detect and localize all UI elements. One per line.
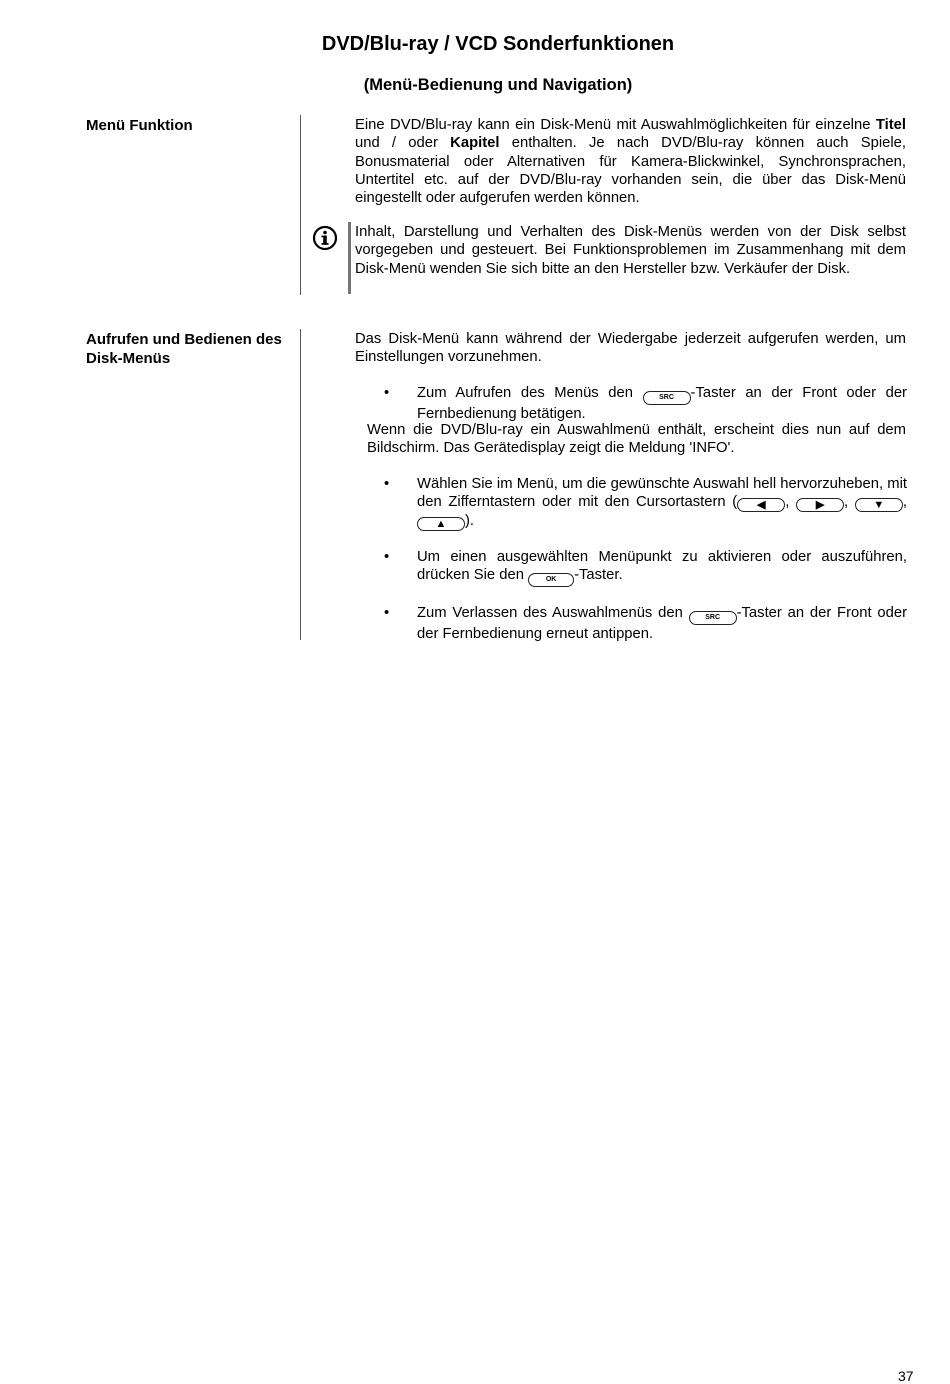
separator: , <box>785 494 790 511</box>
bullet-text: Um einen ausgewählten Menüpunkt zu aktivieren oder auszuführen, drücken Sie den <box>417 549 907 584</box>
paragraph-text: und / oder <box>355 135 451 152</box>
bullet-text: -Taster. <box>574 567 623 584</box>
left-arrow-key-icon: ◀ <box>737 498 785 512</box>
bullet-activate-item <box>417 548 907 587</box>
section-label-disk-menu: Aufrufen und Bedienen des Disk-Menüs <box>86 331 282 367</box>
up-arrow-key-icon: ▲ <box>417 517 465 531</box>
page-number: 37 <box>898 1368 914 1384</box>
separator: , <box>902 494 907 511</box>
bullet-text: ). <box>465 513 475 530</box>
section2-intro: Das Disk-Menü kann während der Wiedergabe jederzeit aufgerufen werden, um Einstellungen vorzunehmen. <box>355 331 906 366</box>
bold-term-kapitel: Kapitel <box>450 135 500 152</box>
section1-paragraph <box>355 116 906 207</box>
page-title: DVD/Blu-ray / VCD Sonderfunktionen <box>321 33 675 55</box>
bullet-text: -Taster an der Front oder der Fernbedienung erneut antippen. <box>417 605 907 642</box>
info-note: Inhalt, Darstellung und Verhalten des Disk-Menüs werden von der Disk selbst vorgegeben und gesteuert. Bei Funktionsproblemen im Zusammenhang mit dem Disk-Menü wenden Sie sich bitte an den Hersteller bzw. Verkäufer der Disk. <box>355 224 906 277</box>
menu-info-text: Wenn die DVD/Blu-ray ein Auswahlmenü enthält, erscheint dies nun auf dem Bildschirm. Das Gerätedisplay zeigt die Meldung 'INFO'. <box>367 422 906 457</box>
bullet-text: -Taster an der Front oder der Fernbedienung betätigen. <box>417 385 907 422</box>
bullet-open-menu <box>417 384 907 423</box>
bullet-select-item <box>417 475 907 531</box>
info-icon <box>312 225 338 251</box>
bullet-text: Wählen Sie im Menü, um die gewünschte Auswahl hell hervorzuheben, mit den Zifferntastern oder mit den Cursortastern ( <box>417 476 907 511</box>
bullet-exit-menu <box>417 604 907 643</box>
right-arrow-key-icon: ▶ <box>796 498 844 512</box>
bullet-text: Zum Aufrufen des Menüs den <box>417 385 643 401</box>
paragraph-text: Eine DVD/Blu-ray kann ein Disk-Menü mit Auswahlmöglichkeiten für einzelne <box>355 117 876 133</box>
section-label-menu-funktion: Menü Funktion <box>86 117 193 134</box>
bullet-marker: • <box>384 605 390 621</box>
separator: , <box>844 494 849 511</box>
bold-term-titel: Titel <box>875 117 906 133</box>
src-key-icon: SRC <box>689 611 737 625</box>
page-subtitle: (Menü-Bedienung und Navigation) <box>363 76 633 94</box>
bullet-marker: • <box>384 549 390 565</box>
note-bar <box>348 222 351 294</box>
ok-key-icon: OK <box>528 573 574 587</box>
bullet-text: Zum Verlassen des Auswahlmenüs den <box>417 605 689 621</box>
src-key-icon: SRC <box>643 391 691 405</box>
bullet-marker: • <box>384 385 390 401</box>
paragraph-text: enthalten. Je nach DVD/Blu-ray können auch Spiele, Bonusmaterial oder Alternativen für Kamera-Blickwinkel, Synchronsprachen, Untertitel etc. auf der DVD/Blu-ray vorhanden sein, die über das Disk-Menü eingestellt oder aufgerufen werden können. <box>355 135 907 207</box>
section-divider <box>300 115 301 295</box>
bullet-marker: • <box>384 476 390 492</box>
section-divider <box>300 329 301 640</box>
down-arrow-key-icon: ▼ <box>855 498 903 512</box>
